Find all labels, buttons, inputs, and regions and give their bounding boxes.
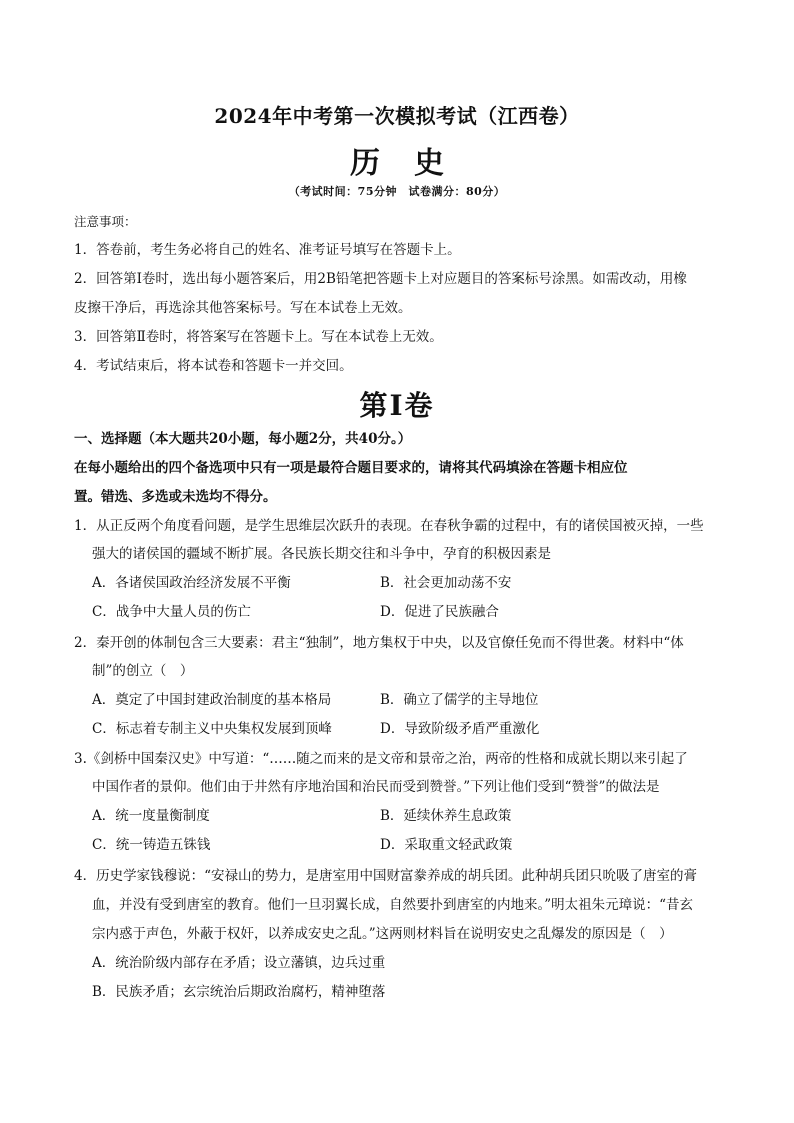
exam-info: （考试时间：75分钟 试卷满分：80分） [288,185,506,198]
notice-item: 2．回答第Ⅰ卷时，选出每小题答案后，用2B铅笔把答题卡上对应题目的答案标号涂黑。如需改动，用橡 [74,271,687,287]
question-3-text: 3.《剑桥中国秦汉史》中写道：“……随之而来的是文帝和景帝之治，两帝的性格和成就长期以来引起了 [74,751,688,767]
notice-item: 1．答卷前，考生务必将自己的姓名、准考证号填写在答题卡上。 [74,242,461,258]
question-1-option-c: C．战争中大量人员的伤亡 [92,604,251,620]
question-2-option-c: C．标志着专制主义中央集权发展到顶峰 [92,721,332,737]
question-4-text: 4．历史学家钱穆说：“安禄山的势力，是唐室用中国财富豢养成的胡兵团。此种胡兵团只吮吸了唐室的膏 [74,868,697,884]
question-4-option-b: B．民族矛盾；玄宗统治后期政治腐朽，精神堕落 [92,984,386,1000]
section-heading: 一、选择题（本大题共20小题，每小题2分，共40分。） [74,431,412,447]
question-2-text: 制”的创立（ ） [92,663,194,679]
notice-item: 皮擦干净后，再选涂其他答案标号。写在本试卷上无效。 [74,300,412,316]
exam-title: 2024年中考第一次模拟考试（江西卷） [214,104,580,128]
question-3-option-c: C．统一铸造五铢钱 [92,837,211,853]
question-1-option-b: B．社会更加动荡不安 [380,575,512,591]
question-4-text: 宗内惑于声色，外蔽于权奸，以养成安史之乱。”这两则材料旨在说明安史之乱爆发的原因是（ ） [92,926,673,942]
question-1-option-a: A．各诸侯国政治经济发展不平衡 [92,575,291,591]
subject-title: 历史 [350,146,478,181]
question-4-text: 血，并没有受到唐室的教育。他们一旦羽翼长成，自然要扑到唐室的内地来。”明太祖朱元璋说：“昔玄 [92,897,694,913]
question-2-text: 2．秦开创的体制包含三大要素：君主“独制”，地方集权于中央，以及官僚任免而不得世袭。材料中“体 [74,635,684,651]
notice-item: 4．考试结束后，将本试卷和答题卡一并交回。 [74,358,353,374]
question-4-option-a: A．统治阶级内部存在矛盾；设立藩镇，边兵过重 [92,955,386,971]
question-2-option-b: B．确立了儒学的主导地位 [380,692,539,708]
notice-item: 3．回答第Ⅱ卷时，将答案写在答题卡上。写在本试卷上无效。 [74,329,443,345]
section-instruction: 在每小题给出的四个备选项中只有一项是最符合题目要求的，请将其代码填涂在答题卡相应位 [74,460,628,476]
question-1-option-d: D．促进了民族融合 [380,604,499,620]
question-1-text: 1．从正反两个角度看问题，是学生思维层次跃升的表现。在春秋争霸的过程中，有的诸侯国被灭掉，一些 [74,518,704,534]
notice-heading: 注意事项： [74,214,137,229]
question-3-text: 中国作者的景仰。他们由于井然有序地治国和治民而受到赞誉。”下列让他们受到“赞誉”的做法是 [92,779,660,795]
section-instruction: 置。错选、多选或未选均不得分。 [74,489,277,505]
question-3-option-d: D．采取重文轻武政策 [380,837,513,853]
question-3-option-b: B．延续休养生息政策 [380,808,512,824]
volume-title: 第Ⅰ卷 [359,389,435,422]
question-2-option-a: A．奠定了中国封建政治制度的基本格局 [92,692,332,708]
question-1-text: 强大的诸侯国的疆域不断扩展。各民族长期交往和斗争中，孕育的积极因素是 [92,546,551,562]
question-3-option-a: A．统一度量衡制度 [92,808,210,824]
question-2-option-d: D．导致阶级矛盾严重激化 [380,721,540,737]
